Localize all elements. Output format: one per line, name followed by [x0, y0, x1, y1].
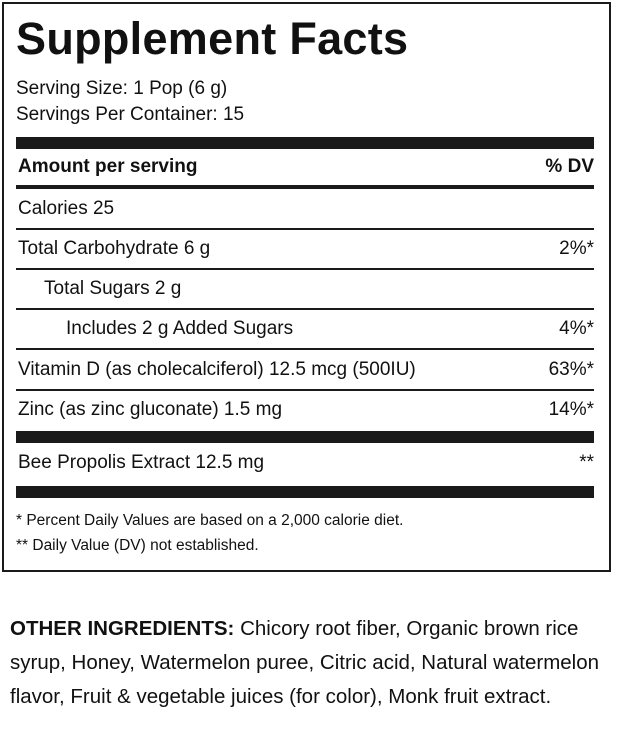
nutrient-label: Total Sugars 2 g [44, 278, 182, 299]
nutrient-label: Zinc (as zinc gluconate) 1.5 mg [18, 399, 283, 420]
thick-divider [16, 431, 594, 443]
nutrient-row-zinc [16, 392, 594, 428]
panel-title: Supplement Facts [16, 13, 409, 64]
ingredient-row-bee-propolis [16, 445, 594, 481]
row-divider [16, 308, 594, 310]
medium-divider [16, 185, 594, 189]
thick-divider [16, 486, 594, 498]
thick-divider [16, 137, 594, 149]
nutrient-row-total-sugars [16, 271, 594, 307]
nutrient-label: Vitamin D (as cholecalciferol) 12.5 mcg (500IU) [18, 359, 416, 380]
footnote-percent-dv: * Percent Daily Values are based on a 2,000 calorie diet. [16, 512, 404, 529]
nutrient-dv: ** [579, 452, 594, 473]
nutrient-label: Total Carbohydrate 6 g [18, 238, 211, 259]
other-ingredients-heading: OTHER INGREDIENTS: [10, 617, 235, 640]
other-ingredients-paragraph [10, 612, 620, 714]
servings-per-container: Servings Per Container: 15 [16, 104, 245, 125]
nutrient-row-added-sugars [16, 311, 594, 347]
dv-header-label: % DV [545, 156, 594, 177]
nutrient-row-calories [16, 191, 594, 227]
nutrient-dv: 63%* [548, 359, 594, 380]
other-ingredients-text: Chicory root fiber, Organic brown rice syrup, Honey, Watermelon puree, Citric acid, Natural watermelon flavor, Fruit & vegetable juices (for color), Monk fruit extract. [10, 617, 600, 708]
amount-header-row [16, 149, 594, 185]
nutrient-dv: 2%* [559, 238, 594, 259]
nutrient-dv: 14%* [548, 399, 594, 420]
nutrient-label: Bee Propolis Extract 12.5 mg [18, 452, 265, 473]
nutrient-label: Calories 25 [18, 198, 115, 219]
serving-size: Serving Size: 1 Pop (6 g) [16, 78, 228, 99]
nutrient-label: Includes 2 g Added Sugars [66, 318, 294, 339]
row-divider [16, 268, 594, 270]
row-divider [16, 389, 594, 391]
nutrient-row-total-carbohydrate [16, 231, 594, 267]
footnote-dv-not-established: ** Daily Value (DV) not established. [16, 537, 259, 554]
nutrient-row-vitamin-d [16, 352, 594, 388]
amount-per-serving-label: Amount per serving [18, 156, 198, 177]
row-divider [16, 348, 594, 350]
row-divider [16, 228, 594, 230]
nutrient-dv: 4%* [559, 318, 594, 339]
